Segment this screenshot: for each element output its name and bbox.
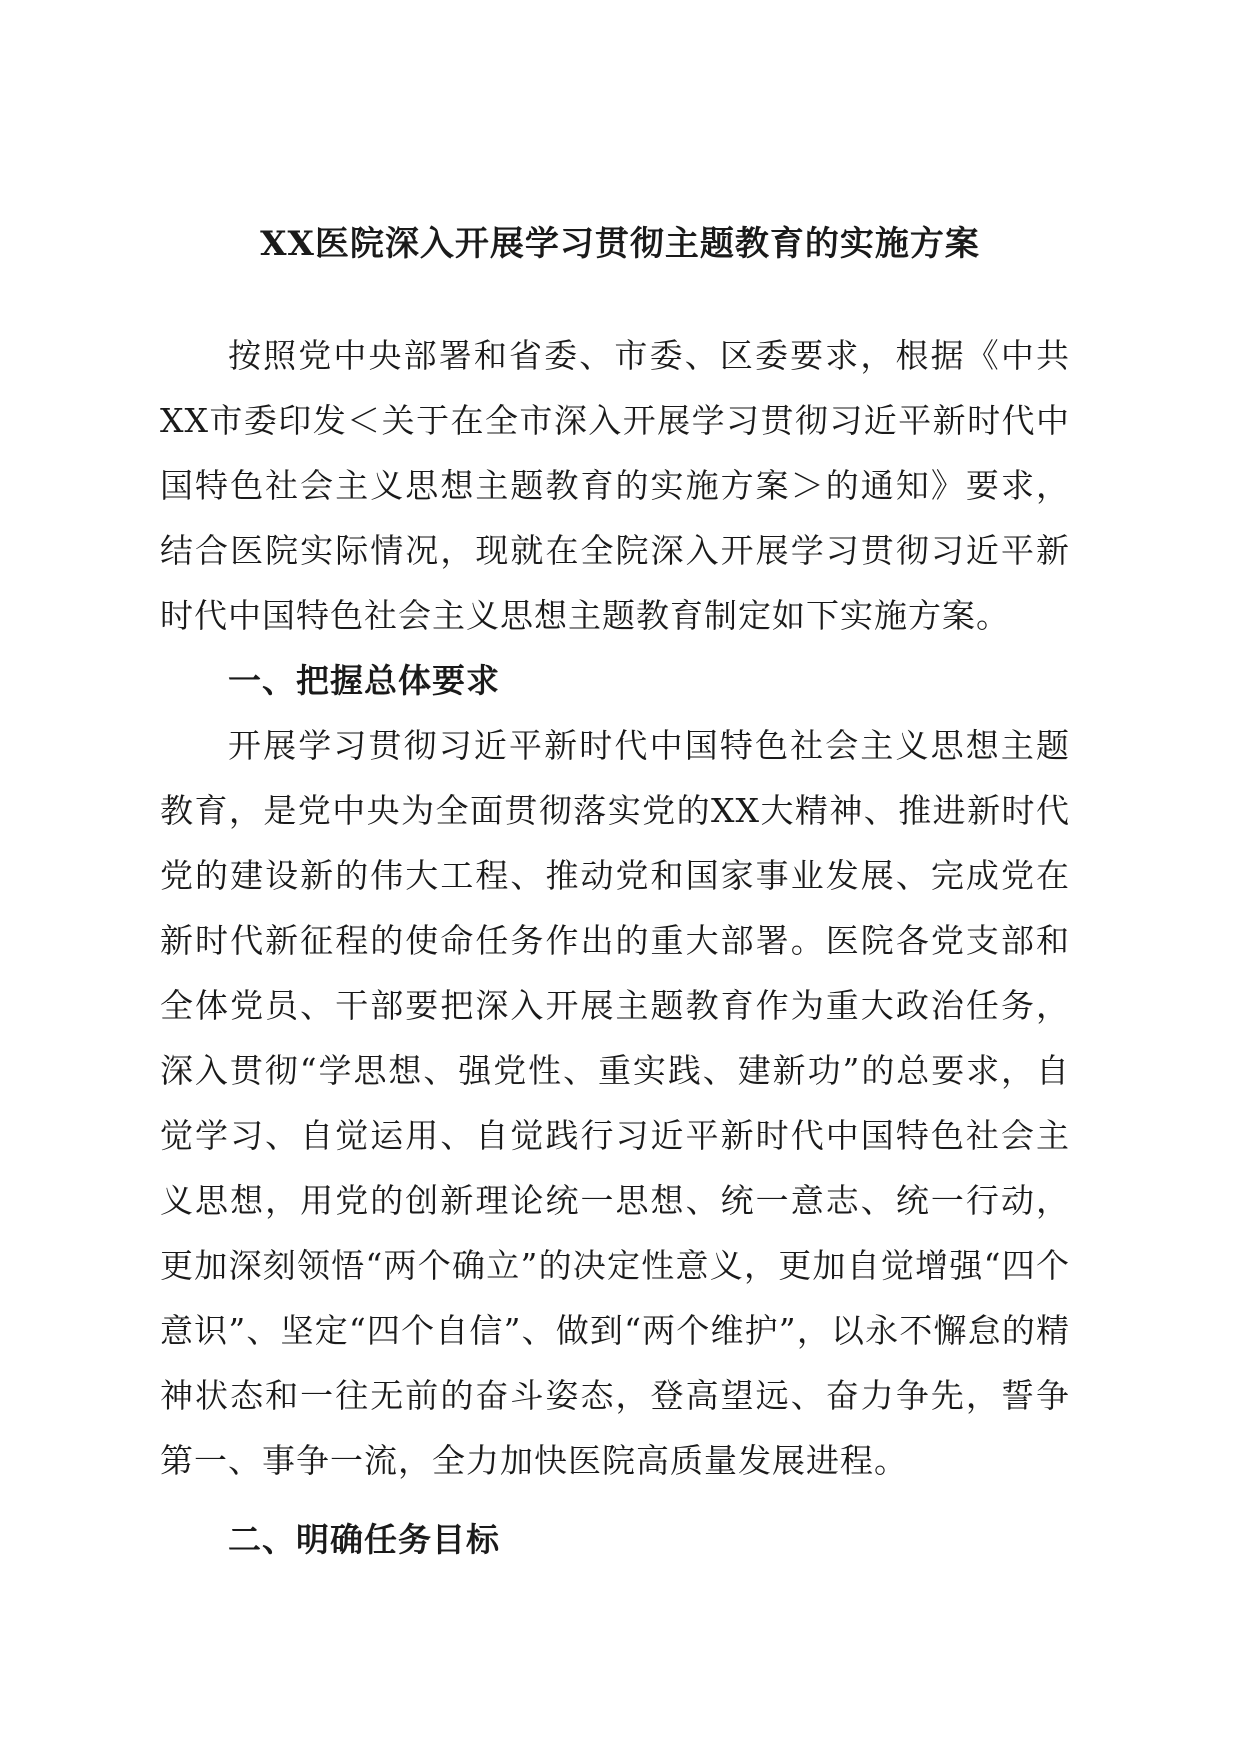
document-body — [160, 323, 1070, 1572]
section-heading-2: 二、明确任务目标 — [228, 1520, 500, 1559]
section-heading-1: 一、把握总体要求 — [228, 661, 500, 700]
intro-paragraph: 按照党中央部署和省委、市委、区委要求，根据《中共XX市委印发＜关于在全市深入开展学习贯彻习近平新时代中国特色社会主义思想主题教育的实施方案＞的通知》要求，结合医院实际情况，现就在全院深入开展学习贯彻习近平新时代中国特色社会主义思想主题教育制定如下实施方案。 — [160, 336, 1070, 635]
section-1-paragraph: 开展学习贯彻习近平新时代中国特色社会主义思想主题教育，是党中央为全面贯彻落实党的XX大精神、推进新时代党的建设新的伟大工程、推动党和国家事业发展、完成党在新时代新征程的使命任务作出的重大部署。医院各党支部和全体党员、干部要把深入开展主题教育作为重大政治任务，深入贯彻“学思想、强党性、重实践、建新功”的总要求，自觉学习、自觉运用、自觉践行习近平新时代中国特色社会主义思想，用党的创新理论统一思想、统一意志、统一行动，更加深刻领悟“两个确立”的决定性意义，更加自觉增强“四个意识”、坚定“四个自信”、做到“两个维护”，以永不懈怠的精神状态和一往无前的奋斗姿态，登高望远、奋力争先，誓争第一、事争一流，全力加快医院高质量发展进程。 — [160, 726, 1070, 1480]
document-title: XX医院深入开展学习贯彻主题教育的实施方案 — [260, 224, 980, 264]
